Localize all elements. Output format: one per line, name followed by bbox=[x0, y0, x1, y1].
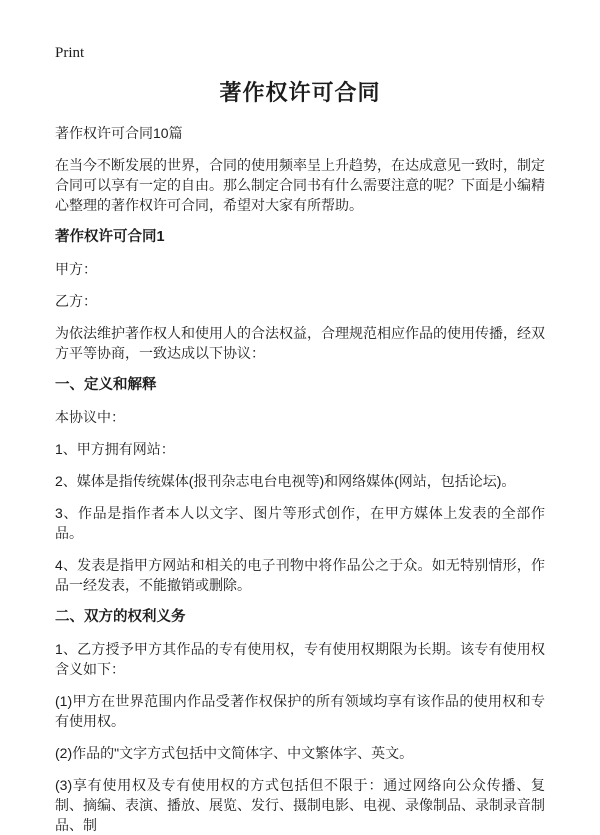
paragraph: 3、作品是指作者本人以文字、图片等形式创作，在甲方媒体上发表的全部作品。 bbox=[55, 505, 545, 541]
paragraph: (2)作品的"文字方式包括中文简体字、中文繁体字、英文。 bbox=[55, 745, 414, 761]
paragraph: 1、乙方授予甲方其作品的专有使用权，专有使用权期限为长期。该专有使用权含义如下： bbox=[55, 641, 545, 677]
document-body bbox=[55, 155, 545, 835]
paragraph: 在当今不断发展的世界，合同的使用频率呈上升趋势，在达成意见一致时，制定合同可以享有一定的自由。那么制定合同书有什么需要注意的呢？下面是小编精心整理的著作权许可合同，希望对大家有所帮助。 bbox=[55, 157, 545, 213]
paragraph: 2、媒体是指传统媒体(报刊杂志电台电视等)和网络媒体(网站，包括论坛)。 bbox=[55, 473, 516, 489]
paragraph: 1、甲方拥有网站： bbox=[55, 441, 175, 457]
paragraph: (3)享有使用权及专有使用权的方式包括但不限于：通过网络向公众传播、复制、摘编、表演、播放、展览、发行、摄制电影、电视、录像制品、录制录音制品、制 bbox=[55, 777, 545, 833]
paragraph: 4、发表是指甲方网站和相关的电子刊物中将作品公之于众。如无特别情形，作品一经发表，不能撤销或删除。 bbox=[55, 557, 545, 593]
paragraph: 甲方： bbox=[55, 261, 97, 277]
document-subtitle: 著作权许可合同10篇 bbox=[55, 125, 183, 141]
paragraph: 本协议中： bbox=[55, 409, 125, 425]
paragraph: 乙方： bbox=[55, 293, 97, 309]
section-heading: 二、双方的权利义务 bbox=[55, 609, 186, 625]
print-button[interactable]: Print bbox=[55, 45, 85, 61]
paragraph: 为依法维护著作权人和使用人的合法权益，合理规范相应作品的使用传播，经双方平等协商，一致达成以下协议： bbox=[55, 325, 545, 361]
paragraph: (1)甲方在世界范围内作品受著作权保护的所有领域均享有该作品的使用权和专有使用权。 bbox=[55, 693, 545, 729]
section-heading: 一、定义和解释 bbox=[55, 377, 157, 393]
section-heading: 著作权许可合同1 bbox=[55, 229, 165, 245]
page-title: 著作权许可合同 bbox=[219, 80, 381, 105]
